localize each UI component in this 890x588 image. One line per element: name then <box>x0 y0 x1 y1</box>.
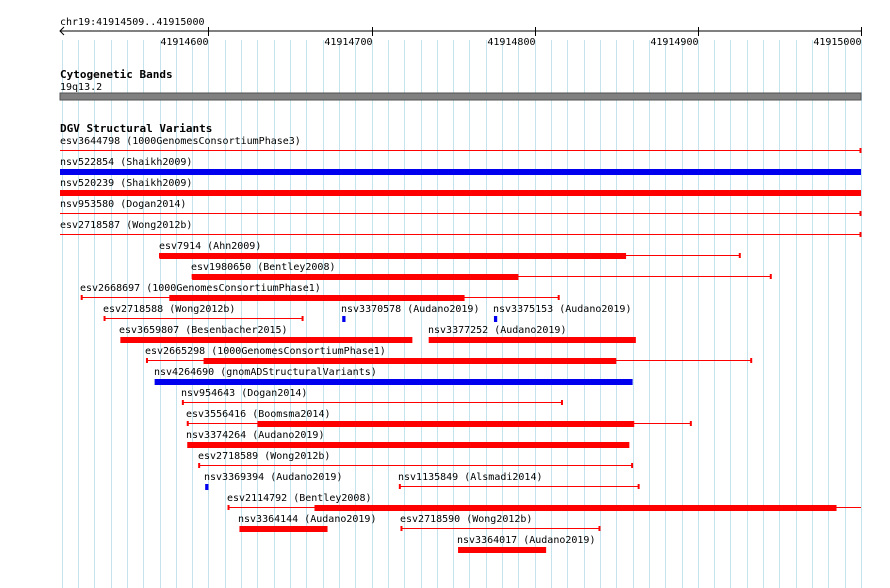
dgv-variant-nsv3369394[interactable] <box>204 472 342 490</box>
dgv-variant-bar[interactable] <box>239 526 327 532</box>
dgv-variant-bar[interactable] <box>60 190 861 196</box>
dgv-variant-label[interactable]: nsv3370578 (Audano2019) <box>341 304 480 315</box>
dgv-variant-label[interactable]: nsv3375153 (Audano2019) <box>493 304 632 315</box>
cytoband-band-bar[interactable] <box>60 93 861 100</box>
ruler-position-label: chr19:41914509..41915000 <box>60 17 205 28</box>
dgv-variant-label[interactable]: esv2114792 (Bentley2008) <box>227 493 372 504</box>
dgv-variant-label[interactable]: esv3556416 (Boomsma2014) <box>186 409 331 420</box>
dgv-variant-label[interactable]: nsv3364144 (Audano2019) <box>238 514 377 525</box>
dgv-variant-bar[interactable] <box>205 484 208 490</box>
cytoband-track-title: Cytogenetic Bands <box>60 68 173 81</box>
dgv-variant-esv3659807[interactable] <box>119 325 412 343</box>
dgv-variant-bar[interactable] <box>60 169 861 175</box>
dgv-variant-nsv3377252[interactable] <box>428 325 636 343</box>
ruler-tick-label: 41914700 <box>324 37 373 48</box>
dgv-variant-nsv4264690[interactable] <box>154 367 633 385</box>
dgv-variant-nsv1135849[interactable] <box>398 472 639 489</box>
dgv-variant-list <box>60 136 861 553</box>
ruler-tick-label: 41914600 <box>160 37 209 48</box>
dgv-variant-label[interactable]: esv2718588 (Wong2012b) <box>103 304 236 315</box>
dgv-variant-nsv3364017[interactable] <box>457 535 595 553</box>
dgv-variant-label[interactable]: nsv522854 (Shaikh2009) <box>60 157 193 168</box>
dgv-variant-label[interactable]: nsv1135849 (Alsmadi2014) <box>398 472 543 483</box>
dgv-variant-bar[interactable] <box>429 337 636 343</box>
dgv-variant-nsv953580[interactable] <box>60 199 861 216</box>
ruler-tick-label: 41914900 <box>650 37 699 48</box>
dgv-variant-bar[interactable] <box>192 274 518 280</box>
dgv-variant-label[interactable]: esv1980650 (Bentley2008) <box>191 262 336 273</box>
cytoband-track <box>60 68 861 100</box>
dgv-variant-label[interactable]: nsv520239 (Shaikh2009) <box>60 178 193 189</box>
dgv-variant-label[interactable]: esv3644798 (1000GenomesConsortiumPhase3) <box>60 136 301 147</box>
dgv-variant-esv2718587[interactable] <box>60 220 861 237</box>
dgv-variant-label[interactable]: esv2665298 (1000GenomesConsortiumPhase1) <box>145 346 386 357</box>
dgv-variant-label[interactable]: nsv3369394 (Audano2019) <box>204 472 343 483</box>
dgv-variant-esv2668697[interactable] <box>80 283 559 301</box>
dgv-variant-bar[interactable] <box>160 253 627 259</box>
dgv-variant-label[interactable]: nsv954643 (Dogan2014) <box>181 388 308 399</box>
dgv-variant-bar[interactable] <box>169 295 464 301</box>
dgv-variant-esv7914[interactable] <box>159 241 740 259</box>
dgv-variant-nsv3370578[interactable] <box>341 304 479 322</box>
dgv-variant-esv3644798[interactable] <box>60 136 861 153</box>
dgv-variant-bar[interactable] <box>458 547 546 553</box>
ruler-tick-label: 41914800 <box>487 37 536 48</box>
dgv-track-title: DGV Structural Variants <box>60 122 213 135</box>
dgv-variant-bar[interactable] <box>314 505 836 511</box>
dgv-variant-bar[interactable] <box>204 358 617 364</box>
dgv-variant-esv2665298[interactable] <box>145 346 752 364</box>
dgv-track <box>60 122 861 553</box>
dgv-variant-nsv522854[interactable] <box>60 157 861 175</box>
ruler-tick-label: 41915000 <box>813 37 862 48</box>
cytoband-band-label: 19q13.2 <box>60 82 103 93</box>
dgv-variant-bar[interactable] <box>494 316 497 322</box>
dgv-variant-label[interactable]: nsv4264690 (gnomADStructuralVariants) <box>154 367 377 378</box>
dgv-variant-label[interactable]: esv7914 (Ahn2009) <box>159 241 262 252</box>
dgv-variant-label[interactable]: esv3659807 (Besenbacher2015) <box>119 325 288 336</box>
dgv-variant-nsv3374264[interactable] <box>186 430 629 448</box>
dgv-variant-bar[interactable] <box>257 421 634 427</box>
dgv-variant-bar[interactable] <box>155 379 633 385</box>
dgv-variant-esv2718590[interactable] <box>400 514 600 531</box>
dgv-variant-bar[interactable] <box>120 337 412 343</box>
dgv-variant-label[interactable]: nsv953580 (Dogan2014) <box>60 199 187 210</box>
dgv-variant-esv2114792[interactable] <box>227 493 861 511</box>
dgv-variant-label[interactable]: nsv3364017 (Audano2019) <box>457 535 596 546</box>
dgv-variant-label[interactable]: nsv3377252 (Audano2019) <box>428 325 567 336</box>
dgv-variant-label[interactable]: nsv3374264 (Audano2019) <box>186 430 325 441</box>
dgv-variant-esv2718588[interactable] <box>103 304 303 321</box>
dgv-variant-nsv520239[interactable] <box>60 178 861 196</box>
dgv-variant-esv3556416[interactable] <box>186 409 691 427</box>
dgv-variant-nsv3375153[interactable] <box>493 304 631 322</box>
dgv-variant-bar[interactable] <box>342 316 345 322</box>
dgv-variant-label[interactable]: esv2718587 (Wong2012b) <box>60 220 193 231</box>
ruler <box>60 17 862 48</box>
dgv-variant-label[interactable]: esv2718590 (Wong2012b) <box>400 514 533 525</box>
dgv-variant-nsv954643[interactable] <box>181 388 562 405</box>
dgv-variant-label[interactable]: esv2718589 (Wong2012b) <box>198 451 331 462</box>
ruler-ticks <box>160 27 861 48</box>
dgv-variant-esv1980650[interactable] <box>191 262 771 280</box>
dgv-variant-bar[interactable] <box>187 442 629 448</box>
dgv-variant-label[interactable]: esv2668697 (1000GenomesConsortiumPhase1) <box>80 283 321 294</box>
